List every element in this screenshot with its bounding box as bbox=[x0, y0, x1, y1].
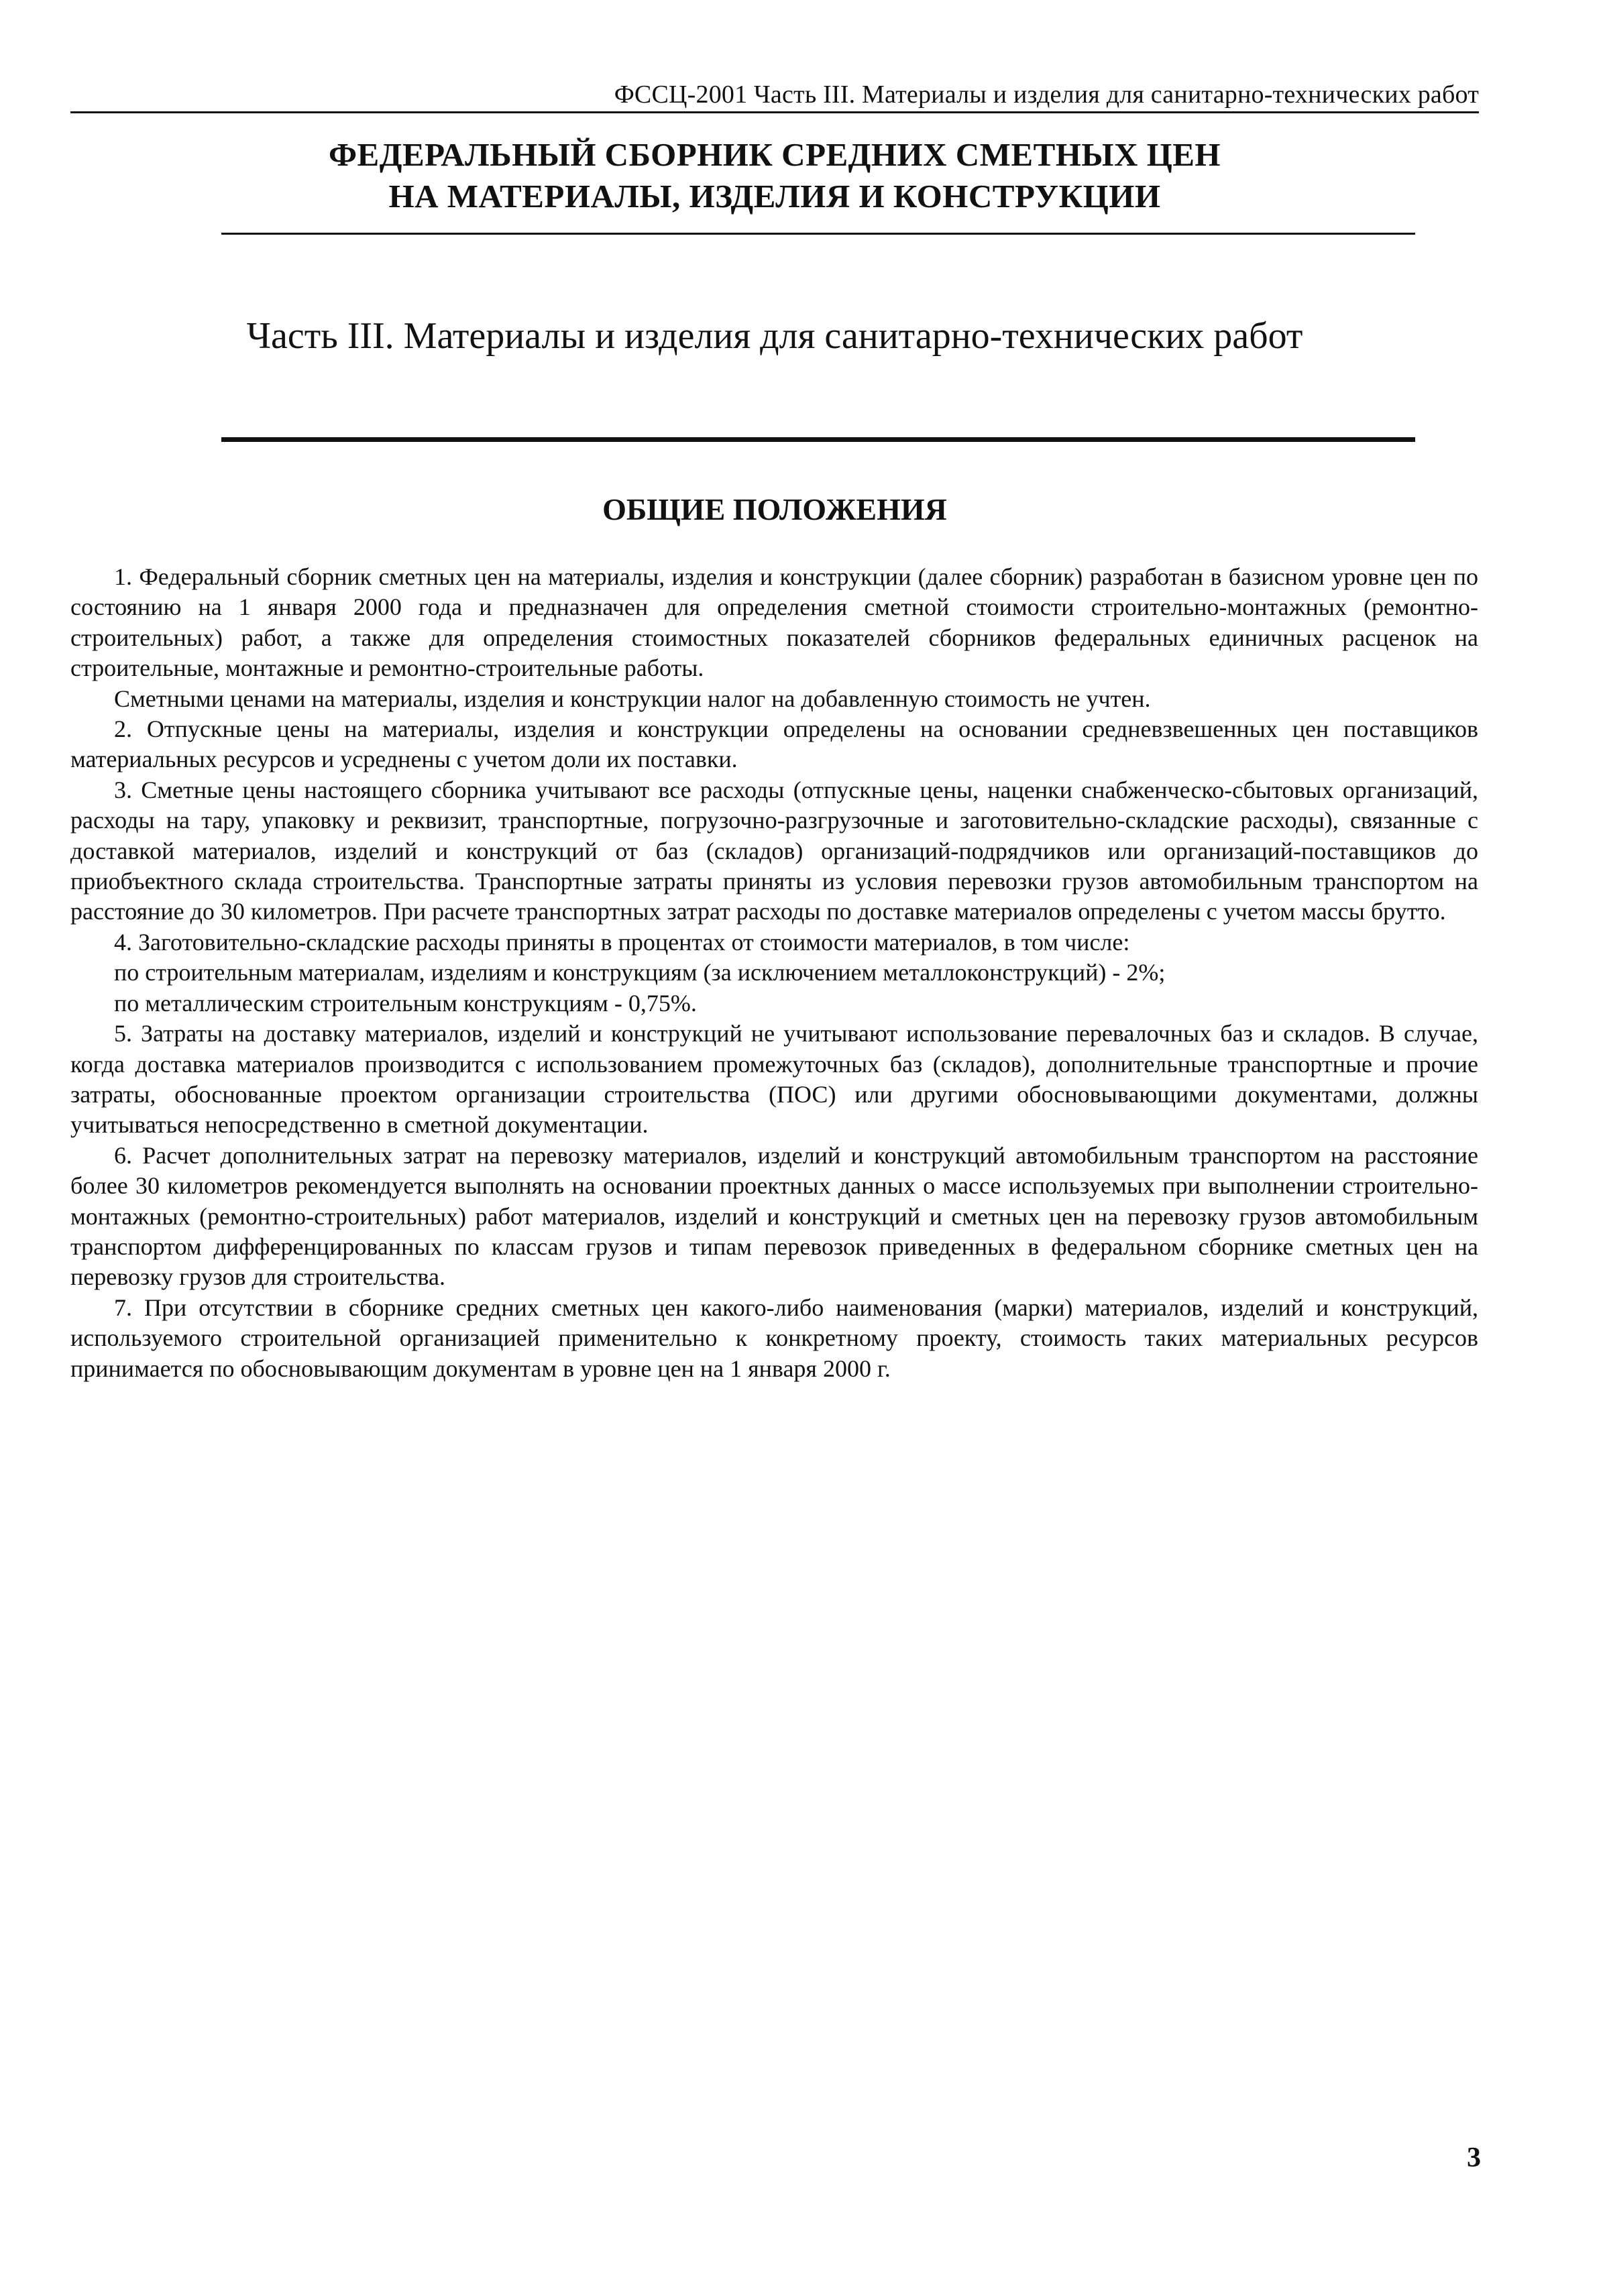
page-number: 3 bbox=[1467, 2142, 1481, 2173]
paragraph-1-vat-note: Сметными ценами на материалы, изделия и конструкции налог на добавленную стоимость не учтен. bbox=[114, 685, 1151, 712]
running-header: ФССЦ-2001 Часть III. Материалы и изделия для санитарно-технических работ bbox=[614, 80, 1479, 109]
header-rule bbox=[70, 111, 1479, 113]
general-provisions-text bbox=[70, 562, 1478, 1384]
collection-title bbox=[70, 134, 1479, 217]
collection-title-line-2: НА МАТЕРИАЛЫ, ИЗДЕЛИЯ И КОНСТРУКЦИИ bbox=[388, 178, 1161, 215]
paragraph-4-item-building-materials: по строительным материалам, изделиям и конструкциям (за исключением металлоконструкций) - 2%; bbox=[114, 959, 1166, 986]
paragraph-6: 6. Расчет дополнительных затрат на перевозку материалов, изделий и конструкций автомобильным транспортом на расстояние более 30 километров рекомендуется выполнять на основании проектных данных о массе используемых при выполнении строительно-монтажных (ремонтно-строительных) работ материалов, изделий и конструкций и сметных цен на перевозку грузов автомобильным транспортом дифференцированных по классам грузов и типам перевозок приведенных в федеральном сборнике сметных цен на перевозку грузов для строительства. bbox=[70, 1141, 1478, 1291]
section-title: ОБЩИЕ ПОЛОЖЕНИЯ bbox=[602, 492, 947, 526]
paragraph-4-item-metal-structures: по металлическим строительным конструкциям - 0,75%. bbox=[114, 989, 697, 1017]
paragraph-3: 3. Сметные цены настоящего сборника учитывают все расходы (отпускные цены, наценки снабженческо-сбытовых организаций, расходы на тару, упаковку и реквизит, транспортные, погрузочно-разгрузочные и заготовительно-складские расходы), связанные с доставкой материалов, изделий и конструкций от баз (складов) организаций-подрядчиков или организаций-поставщиков до приобъектного склада строительства. Транспортные затраты приняты из условия перевозки грузов автомобильным транспортом на расстояние до 30 километров. При расчете транспортных затрат расходы по доставке материалов определены с учетом массы брутто. bbox=[70, 776, 1478, 925]
paragraph-1: 1. Федеральный сборник сметных цен на материалы, изделия и конструкции (далее сборник) разработан в базисном уровне цен по состоянию на 1 января 2000 года и предназначен для определения сметной стоимости строительно-монтажных (ремонтно-строительных) работ, а также для определения стоимостных показателей сборников федеральных единичных расценок на строительные, монтажные и ремонтно-строительные работы. bbox=[70, 563, 1478, 682]
paragraph-7: 7. При отсутствии в сборнике средних сметных цен какого-либо наименования (марки) материалов, изделий и конструкций, используемого строительной организацией применительно к конкретному проекту, стоимость таких материальных ресурсов принимается по обосновывающим документам в уровне цен на 1 января 2000 г. bbox=[70, 1294, 1478, 1382]
part-rule bbox=[221, 437, 1415, 442]
title-rule bbox=[221, 233, 1415, 235]
paragraph-5: 5. Затраты на доставку материалов, изделий и конструкций не учитывают использование перевалочных баз и складов. В случае, когда доставка материалов производится с использованием промежуточных баз (складов), дополнительные транспортные и прочие затраты, обоснованные проектом организации строительства (ПОС) или другими обосновывающими документами, должны учитываться непосредственно в сметной документации. bbox=[70, 1020, 1478, 1139]
paragraph-4: 4. Заготовительно-складские расходы приняты в процентах от стоимости материалов, в том числе: bbox=[114, 928, 1130, 956]
collection-title-line-1: ФЕДЕРАЛЬНЫЙ СБОРНИК СРЕДНИХ СМЕТНЫХ ЦЕН bbox=[328, 136, 1221, 173]
paragraph-2: 2. Отпускные цены на материалы, изделия и конструкции определены на основании средневзвешенных цен поставщиков материальных ресурсов и усреднены с учетом доли их поставки. bbox=[70, 715, 1478, 773]
part-title: Часть III. Материалы и изделия для санитарно-технических работ bbox=[246, 315, 1303, 357]
